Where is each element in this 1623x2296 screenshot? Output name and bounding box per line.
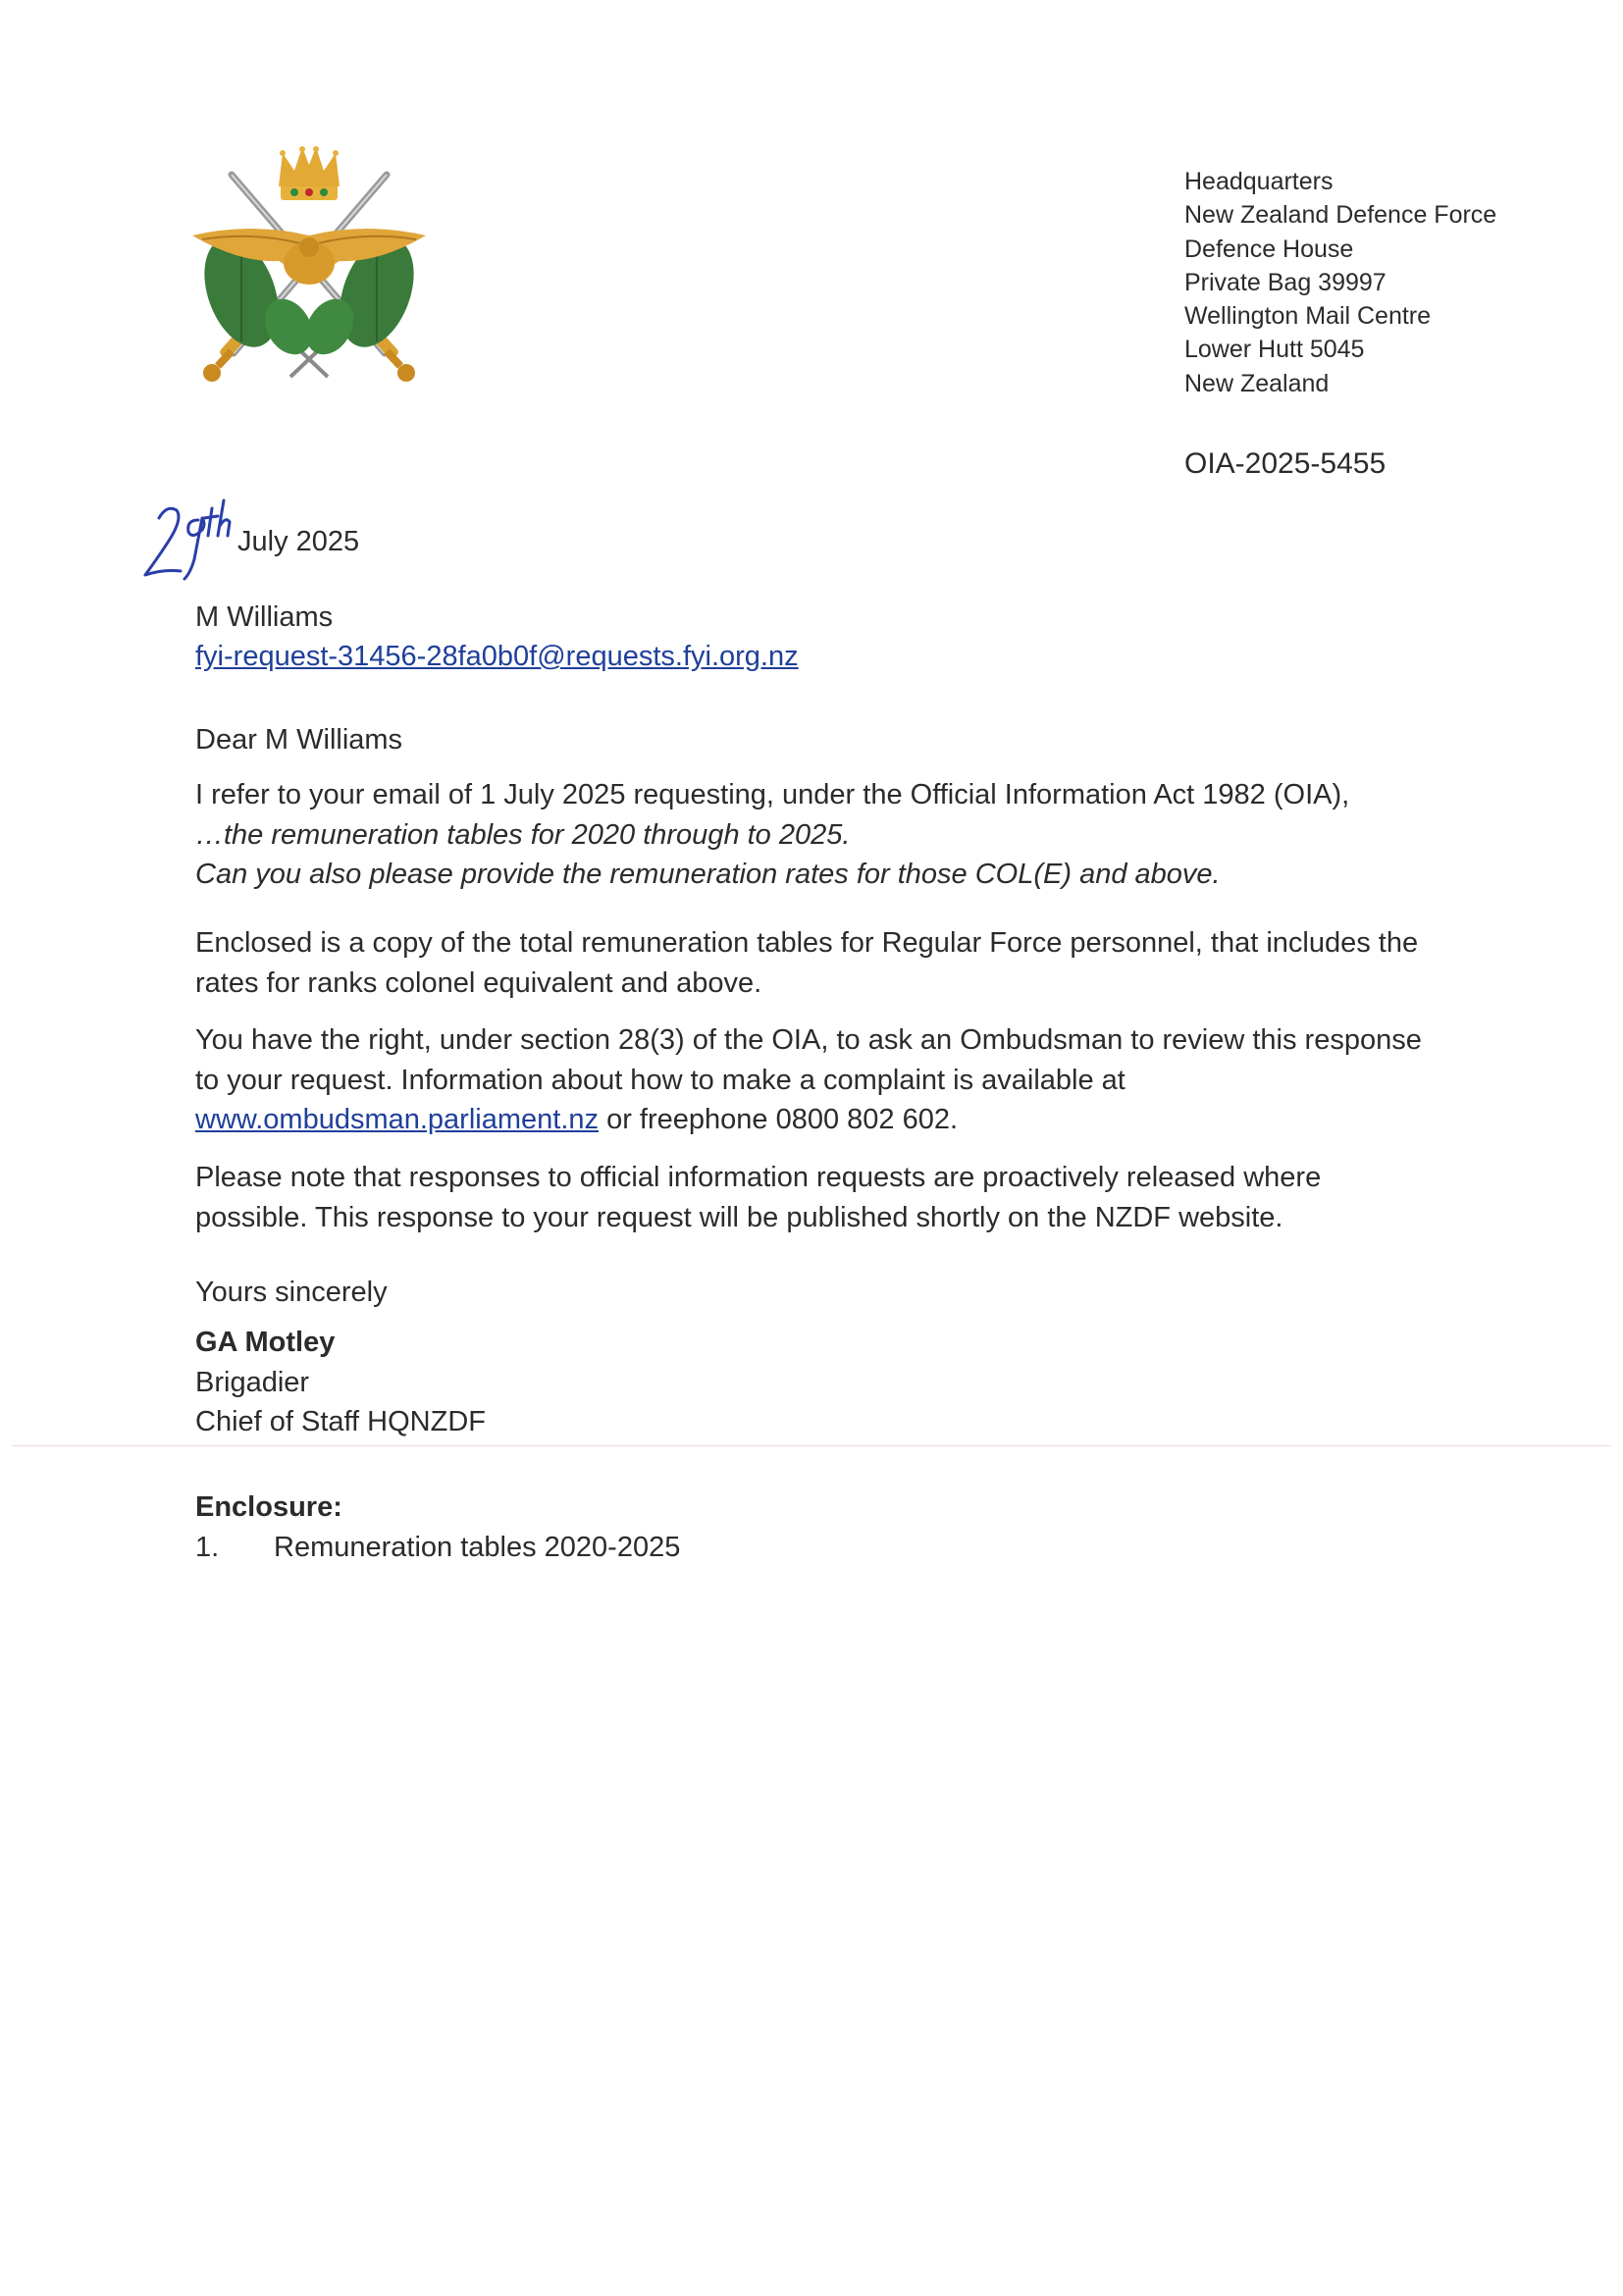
paragraph-ombudsman (195, 1020, 1432, 1140)
ombudsman-phone-text: or freephone 0800 802 602. (599, 1104, 959, 1135)
signer-name: GA Motley (195, 1327, 336, 1358)
address-line: New Zealand Defence Force (1184, 201, 1497, 230)
paragraph-enclosed: Enclosed is a copy of the total remuneration tables for Regular Force personnel, that includes the rates for ranks colonel equivalent and above. (195, 927, 1419, 999)
recipient-email-link[interactable]: fyi-request-31456-28fa0b0f@requests.fyi.org.nz (195, 641, 799, 672)
request-intro: I refer to your email of 1 July 2025 requesting, under the Official Information Act 1982 (OIA), (195, 779, 1350, 810)
letter-date: July 2025 (237, 526, 360, 557)
handwritten-day (137, 491, 245, 589)
address-line: Headquarters (1184, 168, 1334, 195)
signer-rank: Brigadier (195, 1367, 310, 1398)
salutation: Dear M Williams (195, 724, 403, 756)
address-line: New Zealand (1184, 369, 1330, 397)
signer-title: Chief of Staff HQNZDF (195, 1406, 486, 1437)
enclosure-heading: Enclosure: (195, 1491, 342, 1523)
address-line: Private Bag 39997 (1184, 268, 1387, 296)
ombudsman-text: You have the right, under section 28(3) of the OIA, to ask an Ombudsman to review this response to your request. Information about how to make a complaint is available at (195, 1024, 1422, 1096)
request-quote-1: …the remuneration tables for 2020 through to 2025. (195, 818, 851, 851)
address-line: Defence House (1184, 235, 1354, 263)
enclosure-item-label: Remuneration tables 2020-2025 (274, 1532, 681, 1563)
closing: Yours sincerely (195, 1277, 388, 1308)
paragraph-request (195, 775, 1432, 895)
address-line: Wellington Mail Centre (1184, 302, 1432, 331)
enclosure-item-number: 1. (195, 1532, 220, 1563)
nzdf-crest-icon (192, 145, 426, 391)
reference-number: OIA-2025-5455 (1184, 447, 1387, 480)
sender-address (1184, 165, 1496, 400)
ombudsman-link[interactable]: www.ombudsman.parliament.nz (195, 1104, 600, 1135)
enclosure-item (195, 1532, 680, 1564)
paragraph-proactive-release: Please note that responses to official information requests are proactively released where possible. This response to your request will be published shortly on the NZDF website. (195, 1162, 1322, 1233)
request-quote-2: Can you also please provide the remuneration rates for those COL(E) and above. (195, 859, 1221, 890)
divider (12, 1445, 1611, 1446)
address-line: Lower Hutt 5045 (1184, 336, 1365, 364)
recipient-name: M Williams (195, 601, 334, 633)
